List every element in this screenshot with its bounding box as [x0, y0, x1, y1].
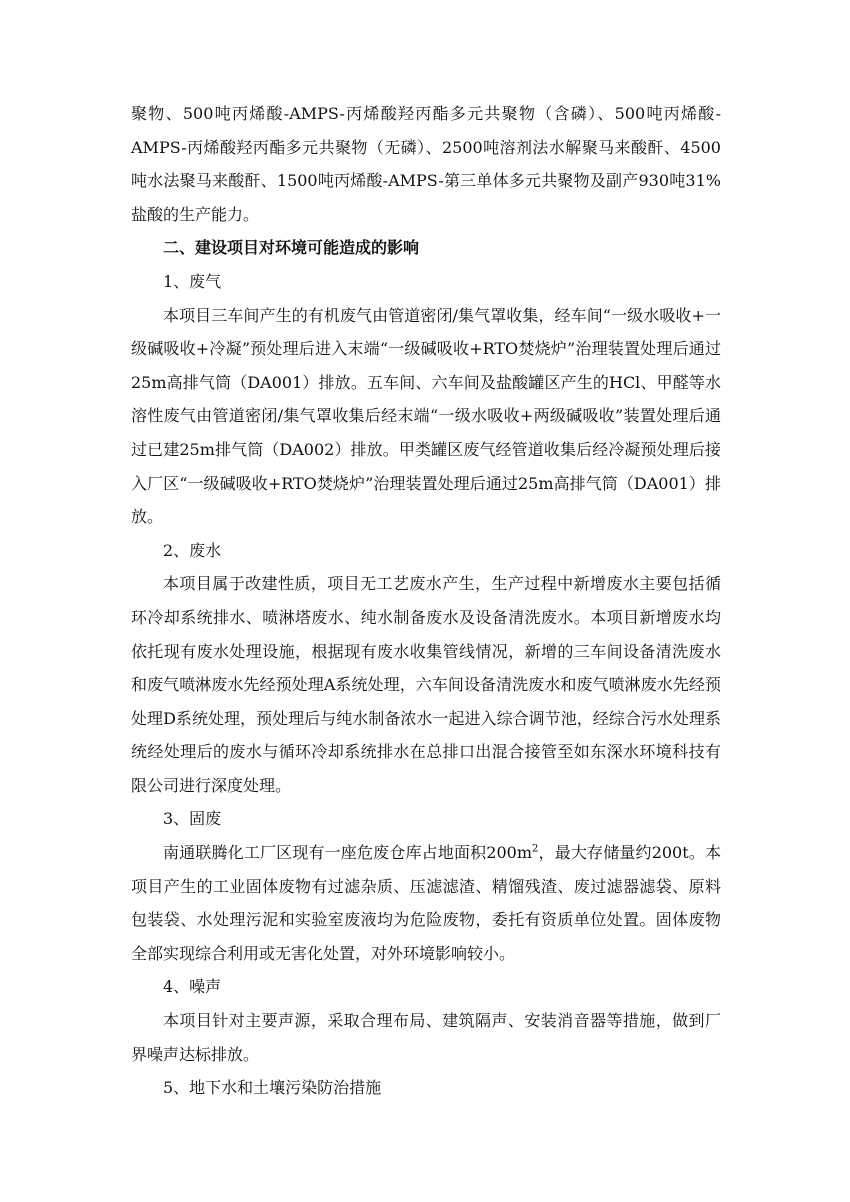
solid-paragraph: [131, 836, 721, 970]
intro-paragraph: 聚物、500吨丙烯酸-AMPS-丙烯酸羟丙酯多元共聚物（含磷）、500吨丙烯酸-AMPS-丙烯酸羟丙酯多元共聚物（无磷）、2500吨溶剂法水解聚马来酸酐、4500吨水法聚马来酸酐、1500吨丙烯酸-AMPS-第三单体多元共聚物及副产930吨31%盐酸的生产能力。: [131, 104, 721, 224]
gas-paragraph: 本项目三车间产生的有机废气由管道密闭/集气罩收集，经车间“一级水吸收+一级碱吸收+冷凝”预处理后进入末端“一级碱吸收+RTO焚烧炉”治理装置处理后通过25m高排气筒（DA001）排放。五车间、六车间及盐酸罐区产生的HCl、甲醛等水溶性废气由管道密闭/集气罩收集后经末端“一级水吸收+两级碱吸收”装置处理后通过已建25m排气筒（DA002）排放。甲类罐区废气经管道收集后经冷凝预处理后接入厂区“一级碱吸收+RTO焚烧炉”治理装置处理后通过25m高排气筒（DA001）排放。: [131, 305, 721, 527]
solid-text-start: 南通联腾化工厂区现有一座危废仓库占地面积200m: [163, 843, 532, 863]
noise-paragraph: 本项目针对主要声源，采取合理布局、建筑隔声、安装消音器等措施，做到厂界噪声达标排放。: [131, 1011, 721, 1064]
section-heading: 二、建设项目对环境可能造成的影响: [163, 238, 420, 258]
gas-heading: 1、废气: [163, 271, 222, 291]
groundwater-heading: 5、地下水和土壤污染防治措施: [163, 1078, 382, 1098]
noise-heading: 4、噪声: [163, 977, 222, 997]
solid-heading: 3、固废: [163, 809, 222, 829]
water-paragraph: 本项目属于改建性质，项目无工艺废水产生，生产过程中新增废水主要包括循环冷却系统排水、喷淋塔废水、纯水制备废水及设备清洗废水。本项目新增废水均依托现有废水处理设施，根据现有废水收集管线情况，新增的三车间设备清洗废水和废气喷淋废水先经预处理A系统处理，六车间设备清洗废水和废气喷淋废水先经预处理D系统处理，预处理后与纯水制备浓水一起进入综合调节池，经综合污水处理系统经处理后的废水与循环冷却系统排水在总排口出混合接管至如东深水环境科技有限公司进行深度处理。: [131, 574, 721, 795]
document-body: [131, 97, 721, 1105]
solid-text-end: ，最大存储量约200t。本项目产生的工业固体废物有过滤杂质、压滤滤渣、精馏残渣、废过滤器滤袋、原料包装袋、水处理污泥和实验室废液均为危险废物，委托有资质单位处置。固体废物全部实现综合利用或无害化处置，对外环境影响较小。: [131, 843, 721, 963]
area-unit-superscript: 2: [532, 843, 539, 855]
water-heading: 2、废水: [163, 540, 222, 560]
